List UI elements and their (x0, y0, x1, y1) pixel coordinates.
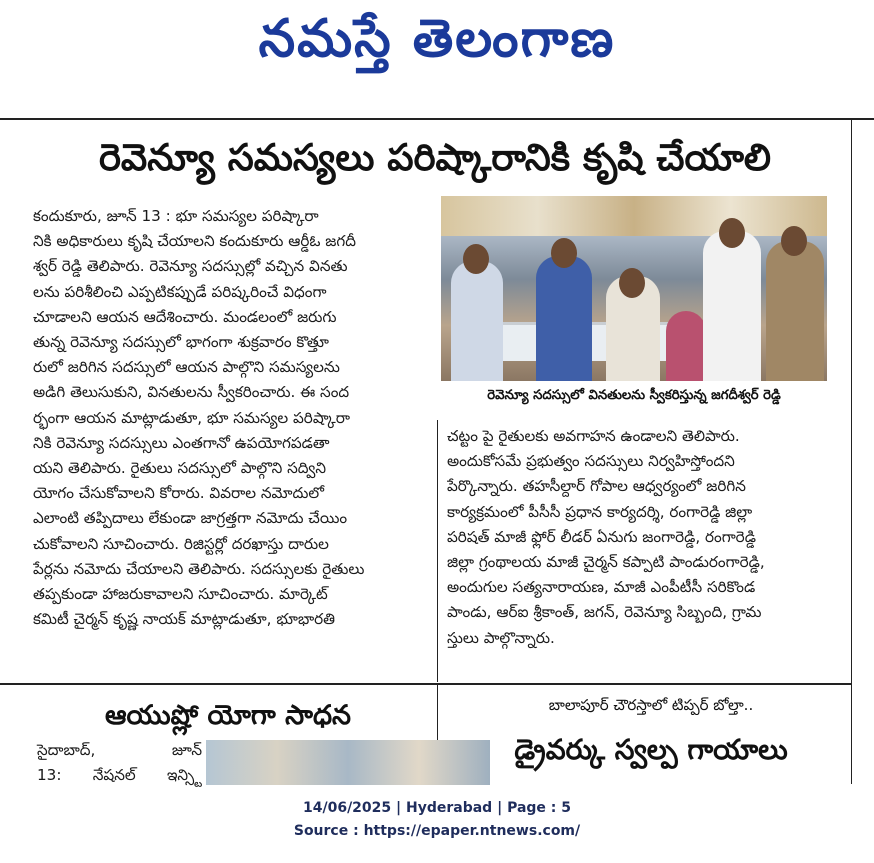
accident-headline: డ్రైవర్కు స్వల్ప గాయాలు (514, 733, 788, 766)
yoga-word: జూన్ (171, 741, 202, 759)
article-line: కమిటీ చైర్మన్ కృష్ణ నాయక్ మాట్లాడుతూ, భూభారతి (33, 610, 336, 629)
article-line: స్తులు పాల్గొన్నారు. (447, 628, 555, 647)
photo-person-head (551, 238, 577, 268)
footer-edition: 14/06/2025 | Hyderabad | Page : 5 (302, 800, 572, 816)
article-line: కందుకూరు, జూన్ 13 : భూ సమస్యల పరిష్కారా (33, 207, 319, 225)
photo-person-head (619, 268, 645, 298)
accident-kicker: బాలాపూర్ చౌరస్తాలో టిప్పర్ బోల్తా.. (548, 696, 754, 714)
frame-top-rule (0, 118, 874, 120)
article-line: రులో జరిగిన సదస్సులో ఆయన పాల్గొని సమస్యలను (33, 358, 340, 377)
article-line: నికి రెవెన్యూ సదస్సులు ఎంతగానో ఉపయోగపడతా (33, 433, 330, 452)
article-line: నికి అధికారులు కృషి చేయాలని కందుకూరు ఆర్డీఓ జగదీ (33, 232, 356, 251)
article-line: యని తెలిపారు. రైతులు సదస్సులో పాల్గొని సద్విని (33, 459, 327, 478)
photo-banner (441, 196, 827, 236)
article-line: తప్పకుండా హాజరుకావాలని సూచించారు. మార్కెట్ (33, 585, 328, 604)
photo-person-head (463, 244, 489, 274)
article-column-rule (437, 420, 438, 682)
article-headline: రెవెన్యూ సమస్యలు పరిష్కారానికి కృషి చేయాలి (98, 136, 772, 179)
yoga-headline: ఆయుష్లో యోగా సాధన (104, 700, 351, 731)
article-line: పేర్కొన్నారు. తహసీల్దార్ గోపాల ఆధ్వర్యంలో జరిగిన (447, 477, 746, 496)
yoga-word: సైదాబాద్, (37, 741, 96, 759)
article-line: అందుగుల సత్యనారాయణ, మాజీ ఎంపీటీసీ సరికొండ (447, 578, 756, 597)
article-line: చూడాలని ఆయన ఆదేశించారు. మండలంలో జరుగు (33, 307, 337, 326)
article-line: కార్యక్రమంలో పీసీసీ ప్రధాన కార్యదర్శి, రంగారెడ్డి జిల్లా (447, 502, 753, 521)
article-line: పేర్లను నమోదు చేయాలని తెలిపారు. సదస్సులకు రైతులు (33, 559, 365, 578)
article-line: లను పరిశీలించి ఎప్పటికప్పుడే పరిష్కరించే విధంగా (33, 282, 327, 301)
article-line: అందుకోసమే ప్రభుత్వం సదస్సులు నిర్వహిస్తోందని (447, 452, 735, 471)
yoga-line (37, 738, 202, 763)
photo-person (666, 311, 706, 381)
yoga-text (37, 738, 202, 788)
photo-person (536, 256, 592, 381)
yoga-word: 13: (37, 766, 62, 784)
article-line: శ్వర్ రెడ్డి తెలిపారు. రెవెన్యూ సదస్సుల్లో వచ్చిన వినతు (33, 257, 348, 276)
masthead-title: నమస్తే తెలంగాణ (258, 9, 616, 69)
article-line: జిల్లా గ్రంథాలయ మాజీ చైర్మన్ కప్పాటి పాండురంగారెడ్డి, (447, 553, 765, 572)
article-left-column (33, 204, 431, 632)
article-line: ర్భంగా ఆయన మాట్లాడుతూ, భూ సమస్యల పరిష్కారా (33, 408, 350, 427)
yoga-word: ఇన్స్టి (166, 766, 202, 784)
article-line: ఎలాంటి తప్పిదాలు లేకుండా జాగ్రత్తగా నమోదు చేయిం (33, 509, 348, 528)
photo-person (703, 231, 761, 381)
article-line: అడిగి తెలుసుకుని, వినతులను స్వీకరించారు. ఈ సంద (33, 383, 350, 402)
photo-person (766, 241, 824, 381)
article-line: చుకోవాలని సూచించారు. రిజిస్టర్లో దరఖాస్తు దారుల (33, 534, 329, 553)
article-photo (441, 196, 827, 381)
story-divider-rule (0, 683, 852, 685)
article-line: చట్టం పై రైతులకు అవగాహన ఉండాలని తెలిపారు. (447, 427, 740, 445)
article-line: తున్న రెవెన్యూ సదస్సులో భాగంగా శుక్రవారం కొత్తూ (33, 333, 329, 352)
yoga-line (37, 763, 202, 788)
article-line: పరిషత్ మాజీ ఫ్లోర్ లీడర్ ఏనుగు జంగారెడ్డి, రంగారెడ్డి (447, 527, 756, 546)
photo-caption: రెవెన్యూ సదస్సులో వినతులను స్వీకరిస్తున్న జగదీశ్వర్ రెడ్డి (487, 388, 781, 403)
photo-person-head (719, 218, 745, 248)
photo-person (451, 261, 503, 381)
photo-person-head (781, 226, 807, 256)
footer-source: Source : https://epaper.ntnews.com/ (293, 823, 581, 839)
article-right-column (447, 424, 847, 651)
yoga-word: నేషనల్ (92, 766, 136, 784)
article-line: పాండు, ఆర్ఐ శ్రీకాంత్, జగన్, రెవెన్యూ సిబ్బంది, గ్రామ (447, 603, 762, 622)
article-line: యోగం చేసుకోవాలని కోరారు. వివరాల నమోదులో (33, 484, 325, 503)
